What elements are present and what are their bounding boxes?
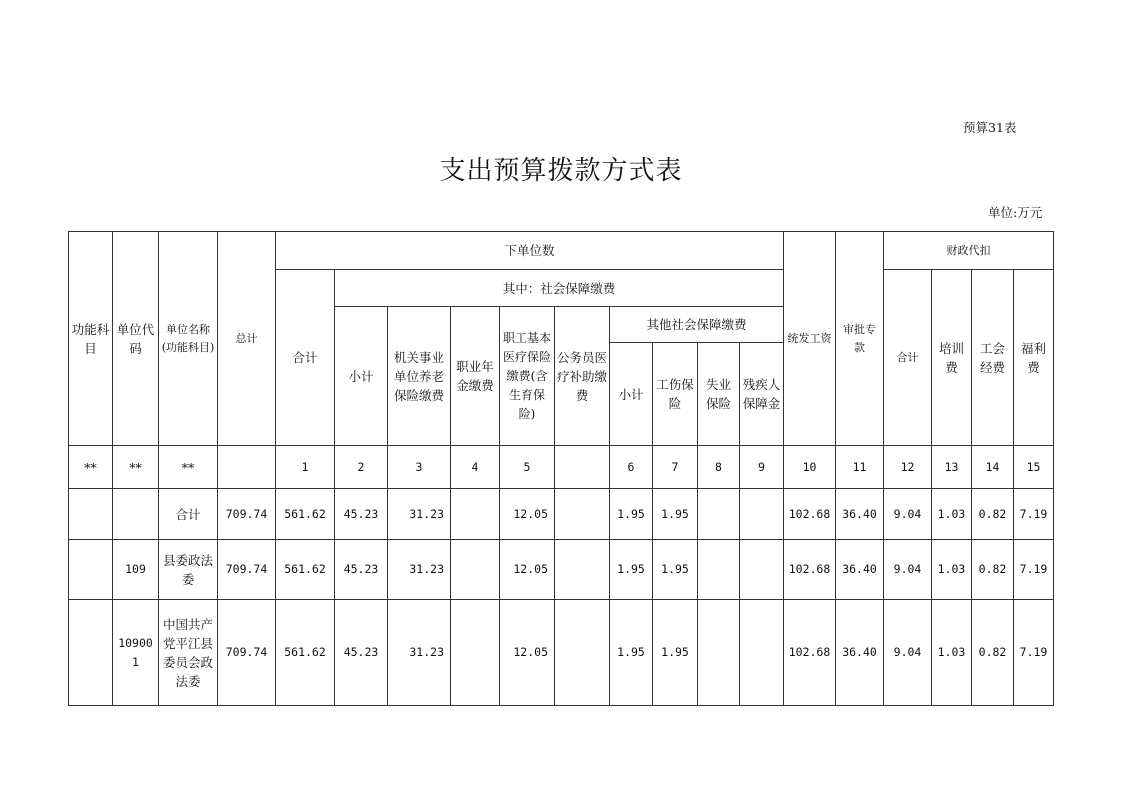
cell-c2: 45.23	[335, 540, 388, 600]
cell-c15: 7.19	[1014, 540, 1054, 600]
cell-c7: 1.95	[653, 600, 698, 706]
cell-c3: 31.23	[388, 489, 451, 540]
cell-c5: 12.05	[500, 489, 555, 540]
cell-code: 109	[113, 540, 159, 600]
cell-c5: 12.05	[500, 540, 555, 600]
cell-c10: 102.68	[784, 489, 836, 540]
header-welfare: 福利费	[1014, 270, 1054, 446]
cell-c12: 9.04	[884, 600, 932, 706]
index-cell: 13	[932, 446, 972, 489]
index-cell: 11	[836, 446, 884, 489]
cell-c13: 1.03	[932, 489, 972, 540]
index-cell: **	[159, 446, 218, 489]
index-cell: 10	[784, 446, 836, 489]
cell-c6: 1.95	[610, 540, 653, 600]
cell-c7: 1.95	[653, 540, 698, 600]
cell-civil	[555, 600, 610, 706]
cell-c10: 102.68	[784, 540, 836, 600]
index-cell: 5	[500, 446, 555, 489]
cell-c1: 561.62	[276, 540, 335, 600]
index-cell: 4	[451, 446, 500, 489]
index-cell: 12	[884, 446, 932, 489]
cell-civil	[555, 540, 610, 600]
table-row	[69, 600, 1054, 706]
header-salary: 统发工资	[784, 232, 836, 446]
header-union: 工会经费	[972, 270, 1014, 446]
cell-c10: 102.68	[784, 600, 836, 706]
cell-c3: 31.23	[388, 540, 451, 600]
index-cell	[555, 446, 610, 489]
cell-c13: 1.03	[932, 540, 972, 600]
header-social-security: 其中：社会保障缴费	[335, 270, 784, 307]
header-other-ss: 其他社会保障缴费	[610, 307, 784, 343]
cell-c8	[698, 489, 740, 540]
cell-c14: 0.82	[972, 489, 1014, 540]
cell-total: 709.74	[218, 600, 276, 706]
header-training: 培训费	[932, 270, 972, 446]
header-sum: 合计	[276, 270, 335, 446]
cell-code	[113, 489, 159, 540]
cell-c6: 1.95	[610, 600, 653, 706]
table-id: 预算31表	[963, 120, 1017, 135]
header-special: 审批专款	[836, 232, 884, 446]
cell-civil	[555, 489, 610, 540]
index-cell: 14	[972, 446, 1014, 489]
cell-c1: 561.62	[276, 600, 335, 706]
header-total: 总计	[218, 232, 276, 446]
cell-func	[69, 540, 113, 600]
header-civil-medical: 公务员医疗补助缴费	[555, 307, 610, 446]
index-cell: **	[69, 446, 113, 489]
cell-c13: 1.03	[932, 600, 972, 706]
cell-c4	[451, 489, 500, 540]
cell-name: 合计	[159, 489, 218, 540]
cell-c1: 561.62	[276, 489, 335, 540]
header-unit-name: 单位名称(功能科目)	[159, 232, 218, 446]
cell-total: 709.74	[218, 540, 276, 600]
cell-c5: 12.05	[500, 600, 555, 706]
cell-func	[69, 600, 113, 706]
header-pension: 机关事业单位养老保险缴费	[388, 307, 451, 446]
header-unemployment: 失业保险	[698, 343, 740, 446]
unit-label: 单位:万元	[988, 205, 1043, 220]
cell-name: 县委政法委	[159, 540, 218, 600]
header-sub-units: 下单位数	[276, 232, 784, 270]
cell-c11: 36.40	[836, 600, 884, 706]
header-other-subtotal: 小计	[610, 343, 653, 446]
header-disability: 残疾人保障金	[740, 343, 784, 446]
cell-c9	[740, 489, 784, 540]
header-medical: 职工基本医疗保险缴费(含生育保险)	[500, 307, 555, 446]
index-cell: 15	[1014, 446, 1054, 489]
index-cell: 6	[610, 446, 653, 489]
cell-c8	[698, 540, 740, 600]
index-cell: 8	[698, 446, 740, 489]
cell-func	[69, 489, 113, 540]
cell-c12: 9.04	[884, 540, 932, 600]
cell-total: 709.74	[218, 489, 276, 540]
cell-c11: 36.40	[836, 540, 884, 600]
cell-name: 中国共产党平江县委员会政法委	[159, 600, 218, 706]
cell-c15: 7.19	[1014, 489, 1054, 540]
index-cell	[218, 446, 276, 489]
cell-c4	[451, 600, 500, 706]
index-cell: 9	[740, 446, 784, 489]
cell-c12: 9.04	[884, 489, 932, 540]
cell-c2: 45.23	[335, 600, 388, 706]
index-cell: **	[113, 446, 159, 489]
header-ss-subtotal: 小计	[335, 307, 388, 446]
header-func-subject: 功能科目	[69, 232, 113, 446]
cell-c11: 36.40	[836, 489, 884, 540]
index-cell: 2	[335, 446, 388, 489]
header-annuity: 职业年金缴费	[451, 307, 500, 446]
index-cell: 7	[653, 446, 698, 489]
cell-c14: 0.82	[972, 600, 1014, 706]
cell-code: 109001	[113, 600, 159, 706]
cell-c9	[740, 540, 784, 600]
cell-c9	[740, 600, 784, 706]
header-finance-deduct: 财政代扣	[884, 232, 1054, 270]
index-cell: 1	[276, 446, 335, 489]
cell-c2: 45.23	[335, 489, 388, 540]
cell-c6: 1.95	[610, 489, 653, 540]
header-fd-total: 合计	[884, 270, 932, 446]
header-unit-code: 单位代码	[113, 232, 159, 446]
index-cell: 3	[388, 446, 451, 489]
table-row	[69, 489, 1054, 540]
page-title: 支出预算拨款方式表	[439, 156, 683, 186]
index-row	[69, 446, 1054, 489]
cell-c14: 0.82	[972, 540, 1014, 600]
header-injury: 工伤保险	[653, 343, 698, 446]
cell-c4	[451, 540, 500, 600]
cell-c15: 7.19	[1014, 600, 1054, 706]
table-row	[69, 540, 1054, 600]
cell-c8	[698, 600, 740, 706]
budget-table	[68, 231, 1054, 706]
cell-c7: 1.95	[653, 489, 698, 540]
cell-c3: 31.23	[388, 600, 451, 706]
